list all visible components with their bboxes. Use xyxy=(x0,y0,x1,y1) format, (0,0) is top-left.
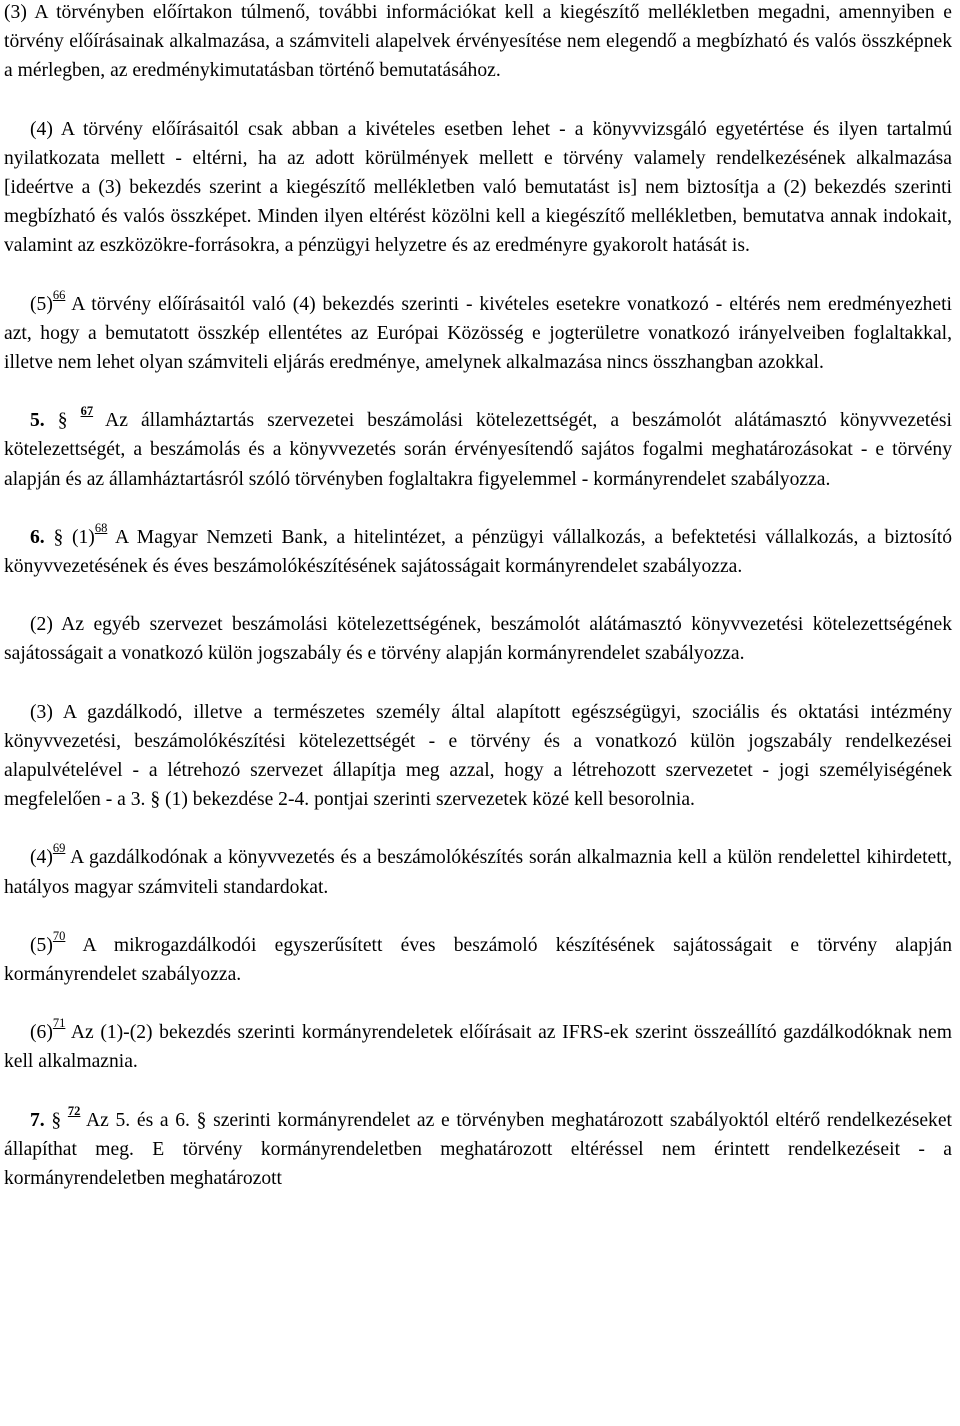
section-6-paragraph-1 xyxy=(4,520,952,581)
section-number: 7. xyxy=(30,1109,45,1131)
footnote-link-67[interactable]: 67 xyxy=(80,404,94,419)
footnote-link-66[interactable]: 66 xyxy=(52,287,66,302)
paragraph-text: Az (1)-(2) bekezdés szerinti kormányrendeletek előírásait az IFRS-ek szerint összeállító gazdálkodóknak nem kell alkalmaznia. xyxy=(4,1022,952,1073)
paragraph-number: (4) xyxy=(30,847,53,869)
section-number: 6. xyxy=(30,526,45,548)
section-sign: § xyxy=(53,526,64,548)
paragraph-number: (5) xyxy=(30,934,53,956)
section-6-paragraph-2 xyxy=(4,610,952,668)
paragraph-text: Az államháztartás szervezetei beszámolási kötelezettségét, a beszámolót alátámasztó könyvvezetési kötelezettségét, a beszámolás és a könyvvezetés során érvényesítendő sajátos fogalmi meghatározásokat - e törvény alapján és az államháztartásról szóló törvényben foglaltakra figyelemmel - kormányrendelet szabályozza. xyxy=(4,410,952,490)
section-6-paragraph-4 xyxy=(4,843,952,901)
section-7 xyxy=(4,1103,952,1194)
paragraph-text: Az 5. és a 6. § szerinti kormányrendelet az e törvényben meghatározott szabályoktól eltérő rendelkezéseket állapíthat meg. E törvény kormányrendeletben meghatározott eltéréssel nem érintett rendelkezéseit - a kormányrendeletben meghatározott xyxy=(4,1109,952,1190)
footnote-link-68[interactable]: 68 xyxy=(94,520,108,535)
paragraph-text: (4) A törvény előírásaitól csak abban a kivételes esetben lehet - a könyvvizsgáló egyetértése és ilyen tartalmú nyilatkozata mellett - eltérni, ha az adott körülmények mellett e törvény valamely rendelkezésének alkalmazása [ideértve a (3) bekezdés szerint a kiegészítő mellékletben való bemutatást is] nem biztosítja a (2) bekezdés szerinti megbízható és valós összképet. Minden ilyen eltérést közölni kell a kiegészítő mellékletben, bemutatva annak indokait, valamint az eszközökre-forrásokra, a pénzügyi helyzetre és az eredményre gyakorolt hatását is. xyxy=(4,118,952,257)
paragraph-4-derogation xyxy=(4,115,952,261)
footnote-link-70[interactable]: 70 xyxy=(52,928,66,943)
footnote-link-71[interactable]: 71 xyxy=(52,1016,66,1031)
paragraph-number: (6) xyxy=(30,1022,53,1044)
section-sign: § xyxy=(51,1109,62,1131)
paragraph-5-derogation-limit xyxy=(4,287,952,378)
paragraph-3-supplementary-notes xyxy=(4,0,952,86)
section-6-paragraph-3 xyxy=(4,698,952,815)
paragraph-text: (3) A gazdálkodó, illetve a természetes személy által alapított egészségügyi, szociális és oktatási intézmény könyvvezetési, beszámolókészítési kötelezettségét - e törvény és a vonatkozó külön jogszabály rendelkezései alapulvételével - a létrehozó szervezet állapítja meg azzal, hogy a létrehozott szervezetet - jogi személyiségének megfelelően - a 3. § (1) bekezdése 2-4. pontjai szerinti szervezetek közé kell besorolnia. xyxy=(4,701,952,811)
section-number: 5. xyxy=(30,410,45,432)
footnote-link-72[interactable]: 72 xyxy=(67,1103,81,1118)
paragraph-text: A Magyar Nemzeti Bank, a hitelintézet, a pénzügyi vállalkozás, a befektetési vállalkozás, a biztosító könyvvezetésének és éves beszámolókészítésének sajátosságait kormányrendelet szabályozza. xyxy=(4,526,952,578)
footnote-link-69[interactable]: 69 xyxy=(52,841,66,856)
section-6-paragraph-6 xyxy=(4,1018,952,1076)
paragraph-text: (2) Az egyéb szervezet beszámolási kötelezettségének, beszámolót alátámasztó könyvvezetési kötelezettségének sajátosságait a vonatkozó külön jogszabály és e törvény alapján kormányrendelet szabályozza. xyxy=(4,614,952,665)
paragraph-text: (3) A törvényben előírtakon túlmenő, további információkat kell a kiegészítő mellékletben megadni, amennyiben e törvény előírásainak alkalmazása, a számviteli alapelvek érvényesítése nem elegendő a megbízható és valós összképnek a mérlegben, az eredménykimutatásban történő bemutatásához. xyxy=(4,2,952,82)
paragraph-number: (5) xyxy=(30,293,53,315)
paragraph-number: (1) xyxy=(71,526,95,548)
section-6-paragraph-5 xyxy=(4,928,952,989)
paragraph-text: A törvény előírásaitól való (4) bekezdés szerinti - kivételes esetekre vonatkozó - eltérés nem eredményezheti azt, hogy a bemutatott összkép ellentétes az Európai Közösség e jogterületre vonatkozó irányelveiben foglaltakkal, illetve nem lehet olyan számviteli eljárás eredménye, amelynek alkalmazása nincs összhangban azokkal. xyxy=(4,293,952,374)
section-sign: § xyxy=(57,410,68,432)
section-5 xyxy=(4,406,952,494)
paragraph-text: A mikrogazdálkodói egyszerűsített éves beszámoló készítésének sajátosságait e törvény alapján kormányrendelet szabályozza. xyxy=(4,934,952,986)
paragraph-text: A gazdálkodónak a könyvvezetés és a beszámolókészítés során alkalmaznia kell a külön rendelettel kihirdetett, hatályos magyar számviteli standardokat. xyxy=(4,847,952,898)
